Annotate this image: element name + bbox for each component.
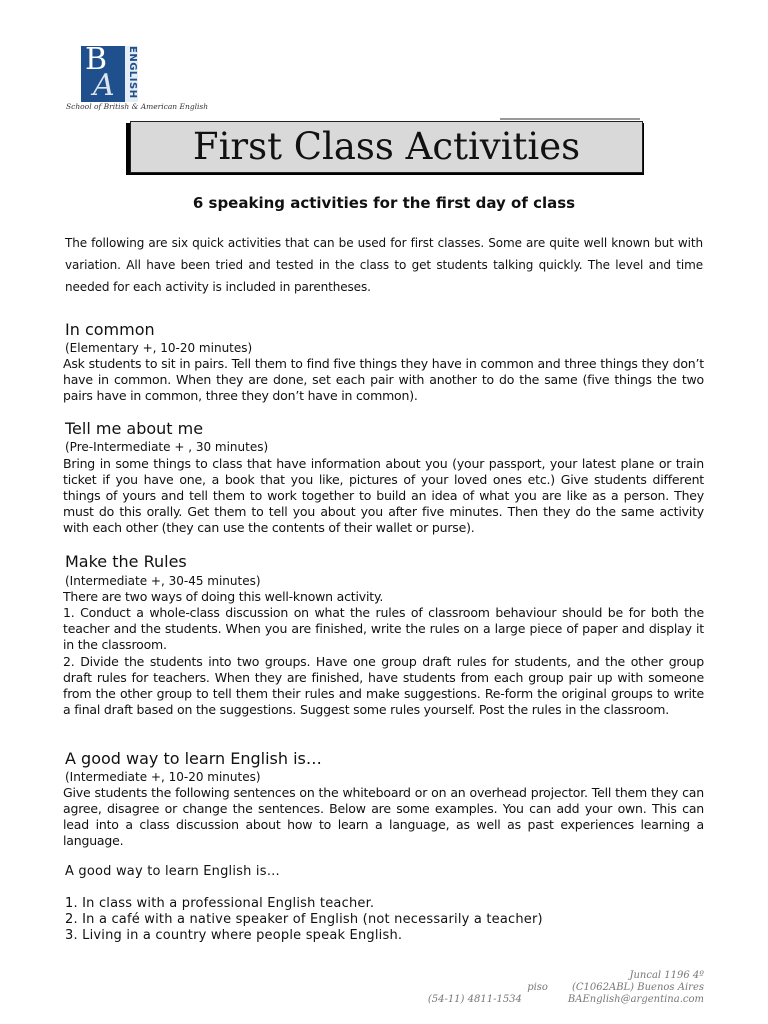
logo-letter-b: B [85,42,108,77]
section-meta: (Pre-Intermediate + , 30 minutes) [65,440,269,454]
footer-address [420,970,704,1006]
section-line: 2. Divide the students into two groups. Have one group draft rules for students, and the other group draft rules for teachers. When they are finished, have students from each group pair up with someone from the other group to tell them their rules and make suggestions. Re-form the original groups to write a final draft based on the suggestions. Suggest some rules yourself. Post the rules in the classroom. [63,654,704,717]
example-item: 3. Living in a country where people speak English. [65,928,403,943]
section-body: Bring in some things to class that have information about you (your passport, your latest plane or train ticket if you have one, a book that you like, pictures of your loved ones etc.) Give students different things of yours and tell them to work together to build an idea of what you are like as a person. They must do this orally. Get them to tell you about you after five minutes. Then they do the same activity with each other (they can use the contents of their wallet or purse). [63,456,704,535]
logo-mark [81,42,125,103]
logo-letter-a: A [93,68,115,103]
logo-side-band [125,46,138,102]
school-logo [66,36,248,116]
section-heading: Make the Rules [65,552,187,571]
footer-floor: piso [527,982,548,993]
intro-paragraph: The following are six quick activities that can be used for first classes. Some are quite well known but with variation. All have been tried and tested in the class to get students talking quickly. The level and time needed for each activity is included in parentheses. [65,236,703,294]
example-item: 2. In a café with a native speaker of English (not necessarily a teacher) [65,912,543,927]
example-item: 1. In class with a professional English teacher. [65,896,375,911]
page-title: First Class Activities [130,121,643,173]
section-body: Give students the following sentences on the whiteboard or on an overhead projector. Tell them they can agree, disagree or change the sentences. Below are some examples. You can add your own. This can lead into a class discussion about how to learn a language, as well as past experiences learning a language. [63,785,704,848]
section-line: 1. Conduct a whole-class discussion on what the rules of classroom behaviour should be for both the teacher and the students. When you are finished, write the rules on a large piece of paper and display it in the classroom. [63,605,704,652]
section-heading: In common [65,320,155,339]
section-heading: A good way to learn English is… [65,749,322,768]
logo-tagline: School of British & American English [66,102,209,111]
section-body: Ask students to sit in pairs. Tell them to find five things they have in common and three things they don’t have in common. When they are done, set each pair with another to do the same (five things the two pairs have in common, three they don’t have in common). [63,356,704,403]
page-subtitle: 6 speaking activities for the first day of class [192,194,576,212]
section-meta: (Intermediate +, 10-20 minutes) [65,770,261,784]
example-prompt: A good way to learn English is… [65,864,280,879]
section-meta: (Intermediate +, 30-45 minutes) [65,574,261,588]
section-heading: Tell me about me [65,419,204,438]
footer-street: Juncal 1196 4º [629,970,704,981]
section-line: There are two ways of doing this well-known activity. [63,589,384,604]
section-meta: (Elementary +, 10-20 minutes) [65,341,253,355]
logo-side-text: ENGLISH [127,46,138,99]
footer-phone: (54-11) 4811-1534 [427,994,522,1005]
title-rule [500,118,640,120]
footer-city: (C1062ABL) Buenos Aires [571,982,704,993]
footer-email: BAEnglish@argentina.com [567,994,704,1005]
